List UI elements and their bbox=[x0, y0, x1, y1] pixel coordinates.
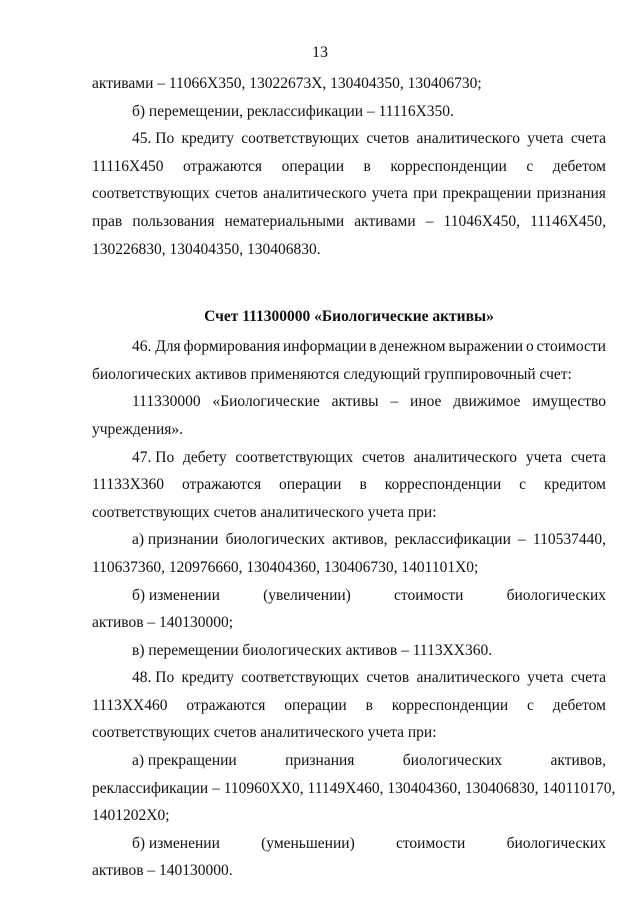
paragraph-48a-line bbox=[92, 747, 606, 775]
word: счета bbox=[570, 130, 606, 148]
word: биологических bbox=[402, 752, 503, 770]
word: операции bbox=[281, 157, 345, 175]
word: 48. По bbox=[132, 669, 175, 687]
word: в bbox=[369, 338, 377, 356]
word: (увеличении) bbox=[263, 586, 351, 604]
word: аналитического bbox=[263, 185, 367, 203]
word: 110537440, bbox=[532, 531, 606, 549]
word: пользования bbox=[132, 212, 215, 230]
paragraph-47b-line: активов – 140130000; bbox=[92, 614, 234, 632]
paragraph-45-line bbox=[92, 125, 606, 153]
paragraph-46-line: биологических активов применяются следующий группировочный счет: bbox=[92, 365, 572, 383]
word: счетов bbox=[361, 448, 405, 466]
word: дебету bbox=[182, 448, 227, 466]
word: счета bbox=[570, 448, 606, 466]
word: б) изменении bbox=[132, 834, 220, 852]
word: имущество bbox=[532, 393, 606, 411]
word: 45. По bbox=[132, 130, 175, 148]
paragraph-48-line bbox=[92, 692, 606, 720]
word: корреспонденции bbox=[384, 476, 502, 494]
word: аналитического bbox=[413, 448, 518, 466]
word: – bbox=[425, 212, 434, 230]
paragraph-48b-line bbox=[92, 830, 606, 858]
paragraph-46-line bbox=[92, 333, 606, 361]
word: стоимости bbox=[395, 834, 466, 852]
paragraph-47a-line: 110637360, 120976660, 130404360, 130406730, 1401101Х0; bbox=[92, 558, 479, 576]
word: реклассификации bbox=[394, 531, 511, 549]
spacer bbox=[92, 263, 606, 283]
word: аналитического bbox=[416, 669, 520, 687]
word: выражении bbox=[448, 338, 524, 356]
paragraph-47c-line: в) перемещении биологических активов – 1113ХХ360. bbox=[132, 641, 493, 659]
word: а) прекращении bbox=[132, 752, 237, 770]
word: (уменьшении) bbox=[261, 834, 355, 852]
word: в bbox=[359, 476, 367, 494]
word: при bbox=[413, 185, 438, 203]
word: биологических bbox=[225, 531, 325, 549]
paragraph-48b-line: активов – 140130000. bbox=[92, 862, 233, 880]
word: с bbox=[527, 696, 534, 714]
word: счетов bbox=[366, 669, 410, 687]
word: в bbox=[365, 696, 373, 714]
word: активами bbox=[354, 212, 416, 230]
word: денежном bbox=[379, 338, 446, 356]
word: операции bbox=[284, 696, 347, 714]
word: биологических bbox=[506, 586, 606, 604]
word: кредиту bbox=[181, 130, 234, 148]
word: счетов bbox=[366, 130, 410, 148]
word: информации bbox=[283, 338, 367, 356]
word: 11116Х450 bbox=[92, 157, 164, 175]
paragraph-45-line bbox=[92, 208, 606, 236]
word: счета bbox=[570, 669, 606, 687]
word: учета bbox=[525, 448, 563, 466]
word: признания bbox=[285, 752, 355, 770]
word: учета bbox=[527, 130, 564, 148]
word: с bbox=[519, 476, 526, 494]
word: – bbox=[518, 531, 526, 549]
paragraph-line: активами – 11066Х350, 13022673Х, 130404350, 130406730; bbox=[92, 75, 482, 92]
word: дебетом bbox=[552, 696, 606, 714]
word: кредиту bbox=[181, 669, 234, 687]
word: формирования bbox=[183, 338, 281, 356]
word: о bbox=[525, 338, 534, 356]
word: признания bbox=[536, 185, 606, 203]
word: активов, bbox=[550, 752, 606, 770]
word: счетов bbox=[214, 185, 258, 203]
word: аналитического bbox=[416, 130, 520, 148]
word: учета bbox=[527, 669, 564, 687]
word: соответствующих bbox=[92, 185, 210, 203]
word: движимое bbox=[453, 393, 521, 411]
document-body bbox=[92, 70, 616, 885]
word: учета bbox=[371, 185, 408, 203]
word: отражаются bbox=[182, 476, 262, 494]
word: прекращении bbox=[442, 185, 532, 203]
paragraph-45-line bbox=[92, 153, 606, 181]
word: соответствующих bbox=[241, 669, 360, 687]
word: стоимости bbox=[536, 338, 606, 356]
paragraph-46b-line bbox=[92, 388, 606, 416]
word: стоимости bbox=[394, 586, 464, 604]
paragraph-47-line: соответствующих счетов аналитического учета при: bbox=[92, 503, 437, 521]
word: – bbox=[390, 393, 399, 411]
word: с bbox=[526, 157, 534, 175]
paragraph-45-line bbox=[92, 180, 606, 208]
word: 11146Х450, bbox=[530, 212, 606, 230]
word: отражаются bbox=[186, 696, 266, 714]
word: 11046Х450, bbox=[443, 212, 521, 230]
word: активы bbox=[331, 393, 379, 411]
word: «Биологические bbox=[212, 393, 320, 411]
word: биологических bbox=[506, 834, 606, 852]
word: дебетом bbox=[552, 157, 606, 175]
paragraph-47b-line bbox=[92, 582, 606, 610]
paragraph-48a-line: 1401202Х0; bbox=[92, 807, 170, 825]
word: 11133Х360 bbox=[92, 476, 165, 494]
word: в bbox=[363, 157, 371, 175]
paragraph-47-line bbox=[92, 444, 606, 472]
word: прав bbox=[92, 212, 123, 230]
word: отражаются bbox=[182, 157, 263, 175]
section-heading: Счет 111300000 «Биологические активы» bbox=[204, 308, 494, 326]
word: а) признании bbox=[132, 531, 219, 549]
word: нематериальными bbox=[224, 212, 345, 230]
paragraph-46b-line: учреждения». bbox=[92, 420, 183, 438]
word: 1113ХХ460 bbox=[92, 696, 168, 714]
word: б) изменении bbox=[132, 586, 220, 604]
paragraph-45-line: 130226830, 130404350, 130406830. bbox=[92, 240, 321, 258]
paragraph-47-line bbox=[92, 471, 606, 499]
word: 46. Для bbox=[132, 338, 181, 356]
page-number: 13 bbox=[312, 44, 328, 61]
paragraph-line: б) перемещении, реклассификации – 11116Х350. bbox=[132, 102, 454, 120]
paragraph-48-line: соответствующих счетов аналитического учета при: bbox=[92, 724, 437, 742]
word: кредитом bbox=[543, 476, 606, 494]
word: 47. По bbox=[132, 448, 175, 466]
word: активов, bbox=[332, 531, 388, 549]
paragraph-48-line bbox=[92, 664, 606, 692]
word: иное bbox=[410, 393, 442, 411]
word: соответствующих bbox=[235, 448, 354, 466]
word: операции bbox=[279, 476, 342, 494]
paragraph-48a-line: реклассификации – 110960ХХ0, 11149Х460, 130404360, 130406830, 140110170, bbox=[92, 779, 616, 797]
word: 111330000 bbox=[132, 393, 201, 411]
word: корреспонденции bbox=[390, 157, 507, 175]
word: корреспонденции bbox=[391, 696, 509, 714]
paragraph-47a-line bbox=[92, 526, 606, 554]
word: соответствующих bbox=[241, 130, 360, 148]
